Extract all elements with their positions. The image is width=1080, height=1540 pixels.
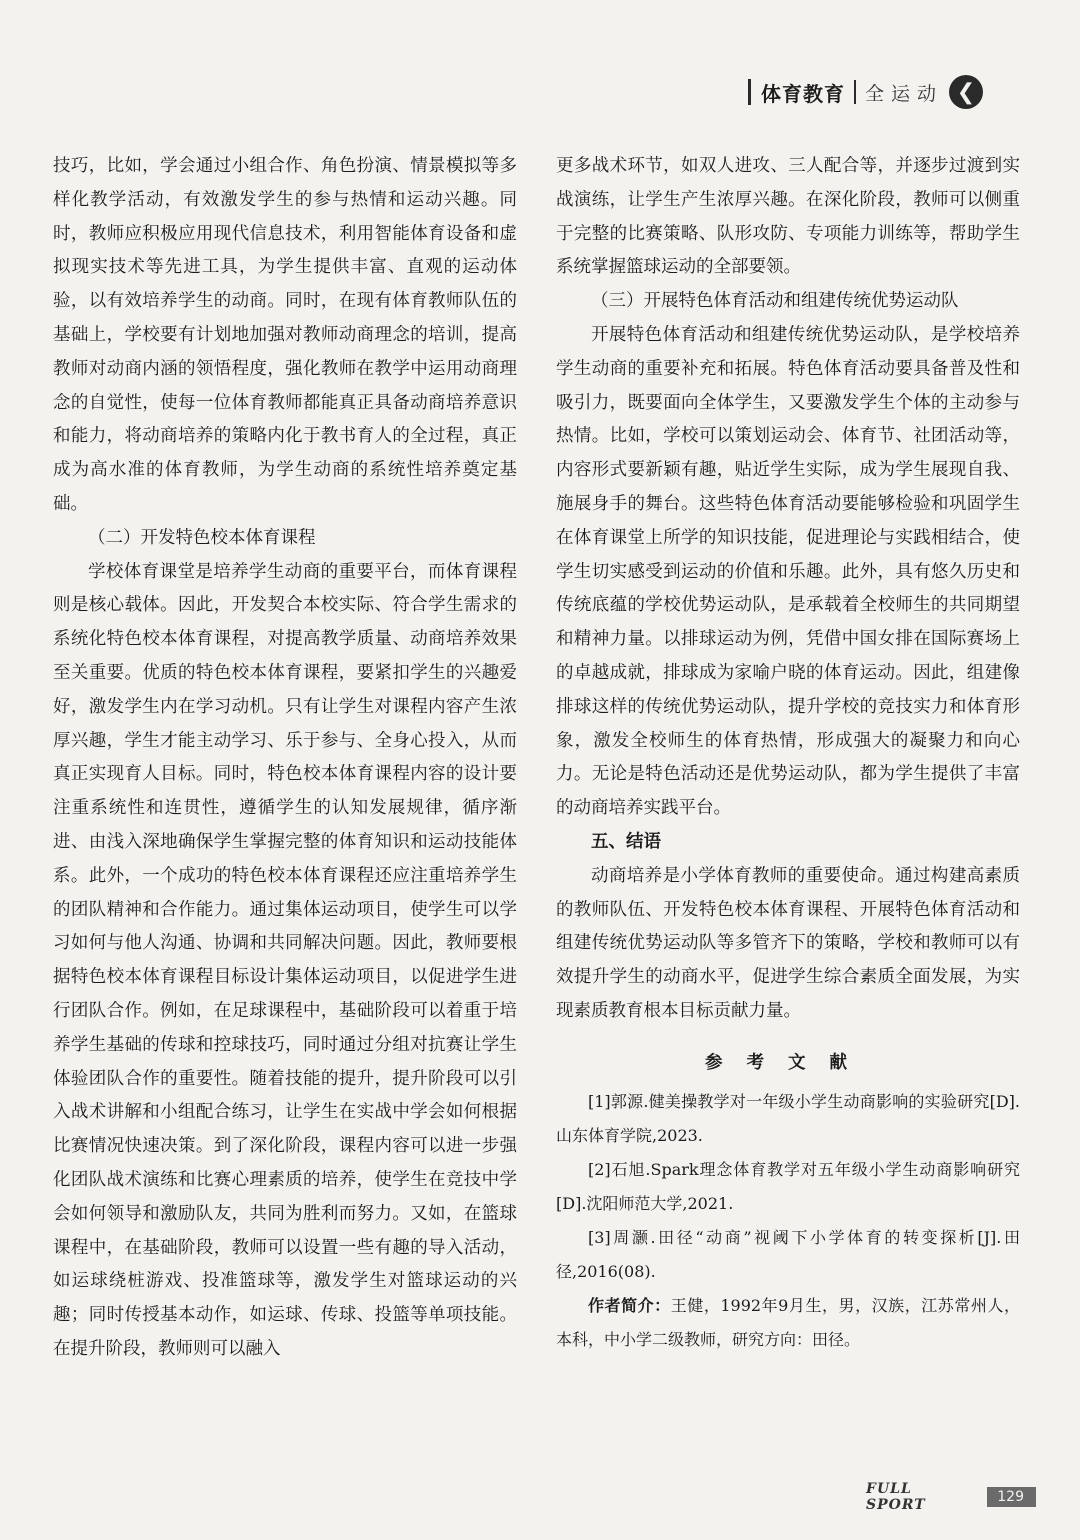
header-divider: [854, 80, 856, 104]
body-paragraph: 学校体育课堂是培养学生动商的重要平台，而体育课程则是核心载体。因此，开发契合本校实际、符合学生需求的系统化特色校本体育课程，对提高教学质量、动商培养效果至关重要。优质的特色校本体育课程，要紧扣学生的兴趣爱好，激发学生内在学习动机。只有让学生对课程内容产生浓厚兴趣，学生才能主动学习、乐于参与、全身心投入，从而真正实现育人目标。同时，特色校本体育课程内容的设计要注重系统性和连贯性，遵循学生的认知发展规律，循序渐进、由浅入深地确保学生掌握完整的体育知识和运动技能体系。此外，一个成功的特色校本体育课程还应注重培养学生的团队精神和合作能力。通过集体运动项目，使学生可以学习如何与他人沟通、协调和共同解决问题。因此，教师要根据特色校本体育课程目标设计集体运动项目，以促进学生进行团队合作。例如，在足球课程中，基础阶段可以着重于培养学生基础的传球和控球技巧，同时通过分组对抗赛让学生体验团队合作的重要性。随着技能的提升，提升阶段可以引入战术讲解和小组配合练习，让学生在实战中学会如何根据比赛情况快速决策。到了深化阶段，课程内容可以进一步强化团队战术演练和比赛心理素质的培养，使学生在竞技中学会如何领导和激励队友，共同为胜利而努力。又如，在篮球课程中，在基础阶段，教师可以设置一些有趣的导入活动，如运球绕桩游戏、投准篮球等，激发学生对篮球运动的兴趣；同时传授基本动作，如运球、传球、投篮等单项技能。在提升阶段，教师则可以融入: [53, 561, 517, 1359]
section-title: 体育教育: [761, 81, 845, 106]
body-paragraph: 开展特色体育活动和组建传统优势运动队，是学校培养学生动商的重要补充和拓展。特色体育活动要具备普及性和吸引力，既要面向全体学生，又要激发学生个体的主动参与热情。比如，学校可以策划运动会、体育节、社团活动等，内容形式要新颖有趣，贴近学生实际，成为学生展现自我、施展身手的舞台。这些特色体育活动要能够检验和巩固学生在体育课堂上所学的知识技能，促进理论与实践相结合，使学生切实感受到运动的价值和乐趣。此外，具有悠久历史和传统底蕴的学校优势运动队，是承载着全校师生的共同期望和精神力量。以排球运动为例，凭借中国女排在国际赛场上的卓越成就，排球成为家喻户晓的体育运动。因此，组建像排球这样的传统优势运动队，提升学校的竞技实力和体育形象，激发全校师生的体育热情，形成强大的凝聚力和向心力。无论是特色活动还是优势运动队，都为学生提供了丰富的动商培养实践平台。: [556, 324, 1020, 819]
header-divider: [748, 79, 751, 105]
left-column: [53, 150, 517, 1367]
section-subtitle: 全运动: [865, 82, 944, 105]
subheading: （三）开展特色体育活动和组建传统优势运动队: [591, 291, 959, 312]
references-title: 参考文献: [705, 1052, 871, 1073]
author-bio-label: 作者简介：: [588, 1295, 671, 1315]
page-footer: [866, 1481, 1036, 1513]
reference-item: [3]周灏.田径“动商”视阈下小学体育的转变探析[J].田径,2016(08).: [556, 1227, 1020, 1281]
subheading: （二）开发特色校本体育课程: [88, 527, 316, 548]
running-header: [748, 72, 1030, 112]
body-paragraph: 动商培养是小学体育教师的重要使命。通过构建高素质的教师队伍、开发特色校本体育课程、开展特色体育活动和组建传统优势运动队等多管齐下的策略，学校和教师可以有效提升学生的动商水平，促进学生综合素质全面发展，为实现素质教育根本目标贡献力量。: [556, 865, 1020, 1021]
right-column: [556, 150, 1020, 1357]
body-paragraph: 技巧，比如，学会通过小组合作、角色扮演、情景模拟等多样化教学活动，有效激发学生的参与热情和运动兴趣。同时，教师应积极应用现代信息技术，利用智能体育设备和虚拟现实技术等先进工具，为学生提供丰富、直观的运动体验，以有效培养学生的动商。同时，在现有体育教师队伍的基础上，学校要有计划地加强对教师动商理念的培训，提高教师对动商内涵的领悟程度，强化教师在教学中运用动商理念的自觉性，使每一位体育教师都能真正具备动商培养意识和能力，将动商培养的策略内化于教书育人的全过程，真正成为高水准的体育教师，为学生动商的系统性培养奠定基础。: [53, 156, 517, 514]
body-paragraph: 更多战术环节，如双人进攻、三人配合等，并逐步过渡到实战演练，让学生产生浓厚兴趣。在深化阶段，教师可以侧重于完整的比赛策略、队形攻防、专项能力训练等，帮助学生系统掌握篮球运动的全部要领。: [556, 156, 1020, 278]
section-heading: 五、结语: [591, 831, 661, 852]
page-number: 129: [987, 1487, 1036, 1507]
author-bio-text: 王健，1992年9月生，男，汉族，江苏常州人，本科，中小学二级教师，研究方向：田径。: [556, 1295, 1020, 1349]
chevron-left-icon: ❮: [949, 75, 983, 109]
reference-item: [1]郭源.健美操教学对一年级小学生动商影响的实验研究[D].山东体育学院,2023.: [556, 1091, 1020, 1145]
author-bio: [556, 1289, 1020, 1357]
journal-brand: FULL SPORT: [866, 1481, 926, 1513]
reference-item: [2]石旭.Spark理念体育教学对五年级小学生动商影响研究[D].沈阳师范大学,2021.: [556, 1159, 1020, 1213]
